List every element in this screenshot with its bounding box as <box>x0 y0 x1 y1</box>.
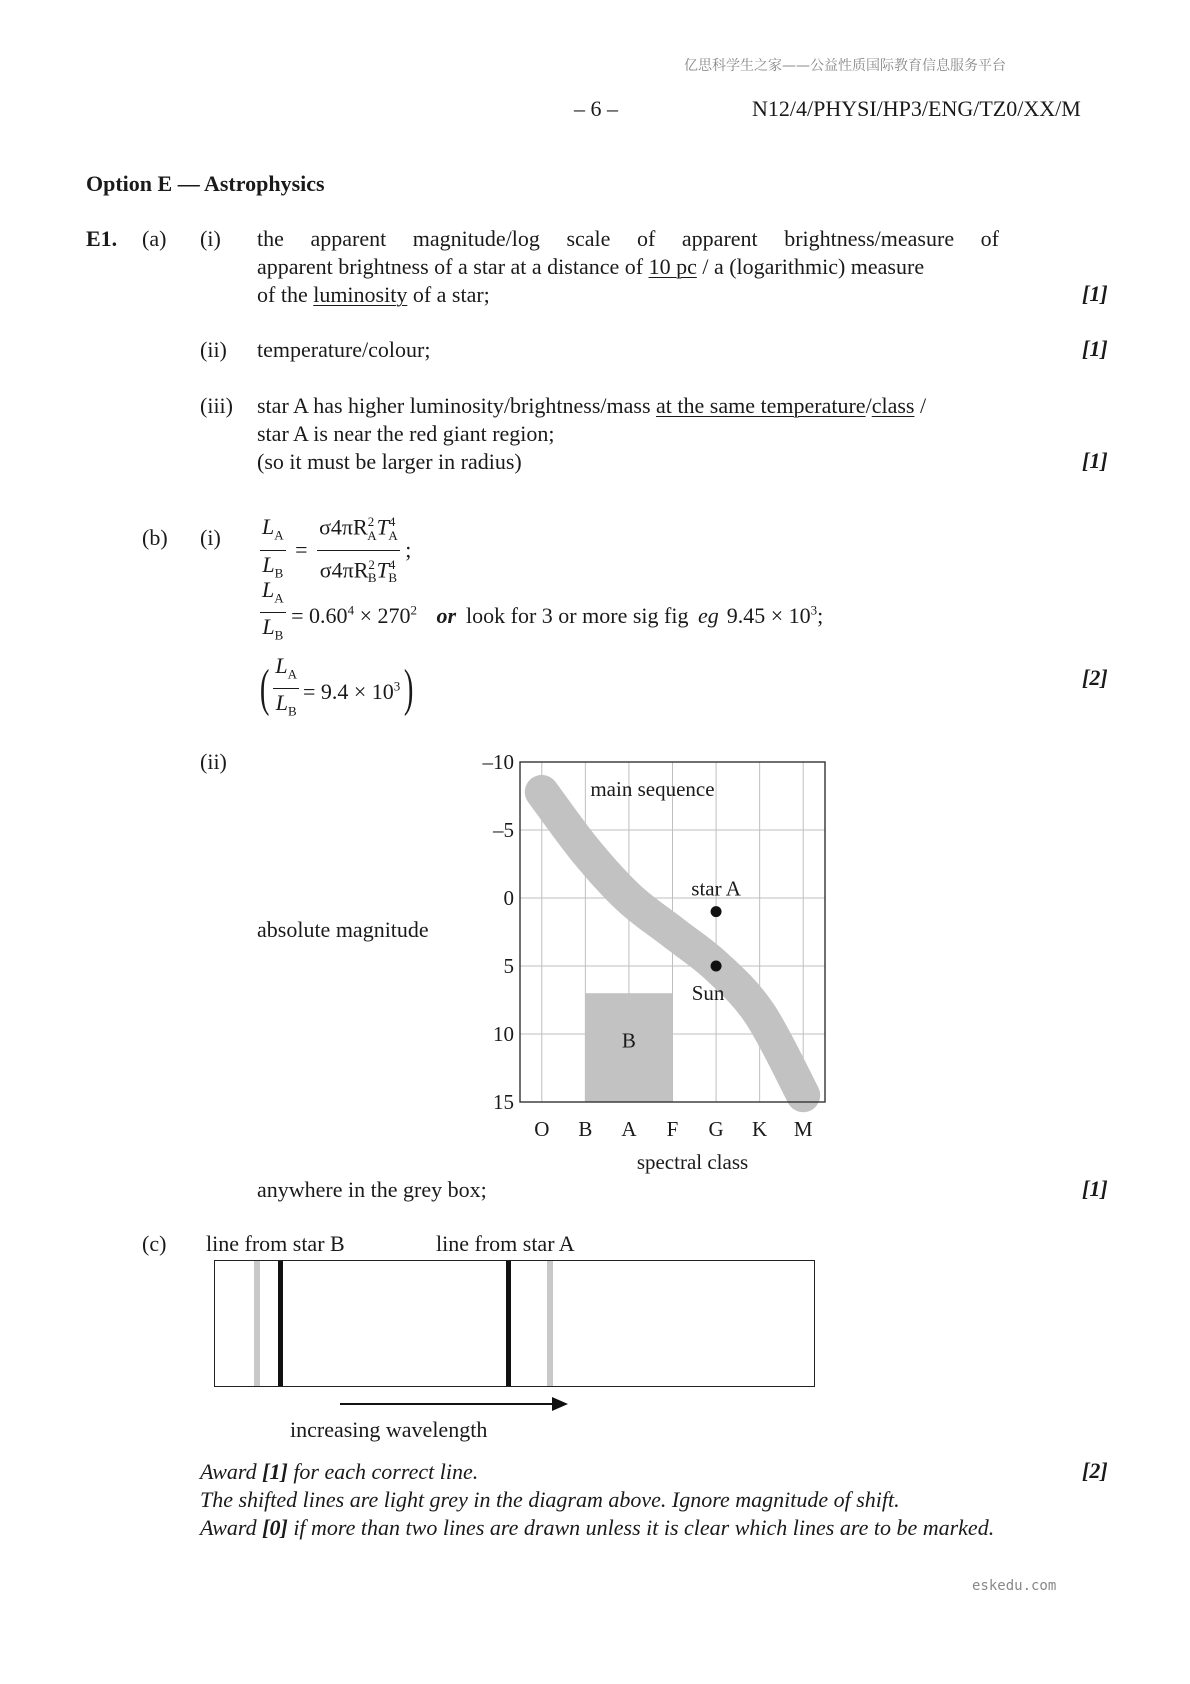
text: of a star; <box>407 282 490 307</box>
s: 2 <box>368 556 375 572</box>
s: 3 <box>393 678 401 694</box>
part-c-label: (c) <box>142 1231 167 1256</box>
footer-watermark: eskedu.com <box>972 1578 1057 1594</box>
part-a-i-line1: the apparent magnitude/log scale of apparent brightness/measure of <box>257 226 999 251</box>
y-tick-label: 0 <box>503 886 514 910</box>
text: apparent brightness of a star at a distance of <box>257 254 649 279</box>
mark-b-i: [2] <box>1082 665 1108 690</box>
t: [0] <box>262 1515 288 1540</box>
equation-result <box>256 652 418 726</box>
x-tick-label: G <box>708 1117 724 1141</box>
sub: B <box>274 565 284 581</box>
s: B <box>367 570 377 586</box>
x-axis-label: spectral class <box>636 1150 749 1174</box>
part-a-i-line3 <box>257 281 490 309</box>
t: T <box>376 557 389 583</box>
t: = 9.4 × 10 <box>302 678 394 704</box>
t: T <box>376 514 389 540</box>
sub: B <box>274 627 284 643</box>
annotation-label: Sun <box>691 981 725 1005</box>
note-line3 <box>200 1514 998 1542</box>
x-tick-label: K <box>752 1117 768 1141</box>
or: or <box>436 602 457 628</box>
x-tick-label: F <box>666 1117 679 1141</box>
t: = 0.60 <box>291 602 348 628</box>
t: look for 3 or more sig fig <box>466 602 689 628</box>
annotation-label: B <box>621 1028 636 1053</box>
s: 2 <box>367 514 375 529</box>
star-point <box>711 961 722 972</box>
part-a-iii-line1 <box>257 392 926 420</box>
hr-diagram <box>440 740 860 1180</box>
L: L <box>262 577 275 602</box>
L: L <box>275 653 288 678</box>
x-tick-labels <box>534 1117 813 1174</box>
paper-code: N12/4/PHYSI/HP3/ENG/TZ0/XX/M <box>752 96 1081 121</box>
t: σ4πR <box>319 557 369 583</box>
t: for each correct line. <box>287 1459 479 1484</box>
s: 3 <box>810 602 818 618</box>
x-tick-label: B <box>578 1117 593 1141</box>
part-b-i-label: (i) <box>200 525 221 550</box>
eg: eg <box>697 602 719 628</box>
spectral-line-shifted <box>547 1261 553 1386</box>
s: A <box>388 527 398 543</box>
L: L <box>275 690 288 716</box>
mark-a-i: [1] <box>1082 281 1108 306</box>
part-a-iii-label: (iii) <box>200 393 233 418</box>
x-tick-label: M <box>793 1117 813 1141</box>
part-a-iii-line2: star A is near the red giant region; <box>257 421 555 446</box>
sub: A <box>274 527 284 543</box>
section-title: Option E — Astrophysics <box>86 171 325 196</box>
spectral-line-shifted <box>254 1261 260 1386</box>
underlined-class: class <box>871 393 915 418</box>
t: Award <box>200 1515 263 1540</box>
text: / a (logarithmic) measure <box>696 254 925 279</box>
mark-b-ii: [1] <box>1082 1176 1108 1201</box>
text: star A has higher luminosity/brightness/mass <box>257 393 657 418</box>
y-tick-label: 5 <box>503 954 514 978</box>
sub: A <box>287 666 297 682</box>
t: Award <box>200 1459 263 1484</box>
sub: B <box>287 703 297 719</box>
y-tick-labels <box>482 750 515 1114</box>
label-line-star-a: line from star A <box>436 1231 575 1256</box>
label-line-star-b: line from star B <box>206 1231 345 1256</box>
y-tick-label: –10 <box>482 750 514 774</box>
s: 4 <box>388 514 396 529</box>
spectrum-box <box>214 1260 815 1387</box>
part-a-i-label: (i) <box>200 226 221 251</box>
underlined-luminosity: luminosity <box>313 282 408 307</box>
fraction-lum <box>273 652 299 726</box>
fraction-lum <box>260 576 286 650</box>
paren-right: ) <box>404 659 414 717</box>
wavelength-label: increasing wavelength <box>290 1417 488 1442</box>
annotation-label: star A <box>691 876 741 901</box>
t: if more than two lines are drawn unless it is clear which lines are to be marked. <box>287 1515 995 1540</box>
part-a-i-line2 <box>257 253 924 281</box>
arrow-head <box>552 1397 568 1411</box>
part-b-ii-label: (ii) <box>200 749 227 774</box>
y-tick-label: –5 <box>493 818 514 842</box>
s: 4 <box>347 602 355 618</box>
mark-a-ii: [1] <box>1082 336 1108 361</box>
x-tick-label: O <box>534 1117 550 1141</box>
s: 2 <box>410 602 417 618</box>
part-a-label: (a) <box>142 226 167 251</box>
s: B <box>388 570 398 586</box>
spectral-line-original <box>278 1261 283 1386</box>
part-a-iii-line3: (so it must be larger in radius) <box>257 449 522 474</box>
underlined-same-temperature: at the same temperature <box>656 393 866 418</box>
t: 9.45 × 10 <box>726 602 811 628</box>
semicolon: ; <box>405 537 412 563</box>
part-b-label: (b) <box>142 525 168 550</box>
equals: = <box>295 537 308 563</box>
part-a-ii-text: temperature/colour; <box>257 337 431 362</box>
s: 4 <box>388 556 396 572</box>
L: L <box>262 514 275 540</box>
text: / <box>914 393 927 418</box>
underlined-distance: 10 pc <box>648 254 697 279</box>
header-watermark: 亿思科学生之家——公益性质国际教育信息服务平台 <box>684 58 1006 74</box>
t: ; <box>817 602 824 628</box>
t: × 270 <box>354 602 411 628</box>
annotation-label: main sequence <box>590 777 715 801</box>
L: L <box>262 614 275 640</box>
t: [1] <box>262 1459 288 1484</box>
equation-numeric <box>260 576 823 650</box>
text: / <box>865 393 872 418</box>
note-line2: The shifted lines are light grey in the diagram above. Ignore magnitude of shift. <box>200 1487 900 1512</box>
part-a-ii-label: (ii) <box>200 337 227 362</box>
wavelength-arrow <box>338 1394 570 1414</box>
L: L <box>262 551 275 577</box>
star-point <box>711 906 722 917</box>
y-tick-label: 10 <box>493 1022 514 1046</box>
x-tick-label: A <box>621 1117 637 1141</box>
question-number: E1. <box>86 226 118 251</box>
paren-left: ( <box>259 659 270 717</box>
s: A <box>367 527 377 543</box>
mark-c: [2] <box>1082 1458 1108 1483</box>
spectral-line-original <box>506 1261 511 1386</box>
sub: A <box>274 590 284 606</box>
part-b-ii-answer: anywhere in the grey box; <box>257 1177 487 1202</box>
text: of the <box>257 282 314 307</box>
t: σ4πR <box>319 514 368 540</box>
note-line1 <box>200 1458 478 1486</box>
page-number: – 6 – <box>574 96 618 121</box>
y-tick-label: 15 <box>493 1090 514 1114</box>
hr-y-axis-label: absolute magnitude <box>257 917 429 942</box>
mark-a-iii: [1] <box>1082 448 1108 473</box>
